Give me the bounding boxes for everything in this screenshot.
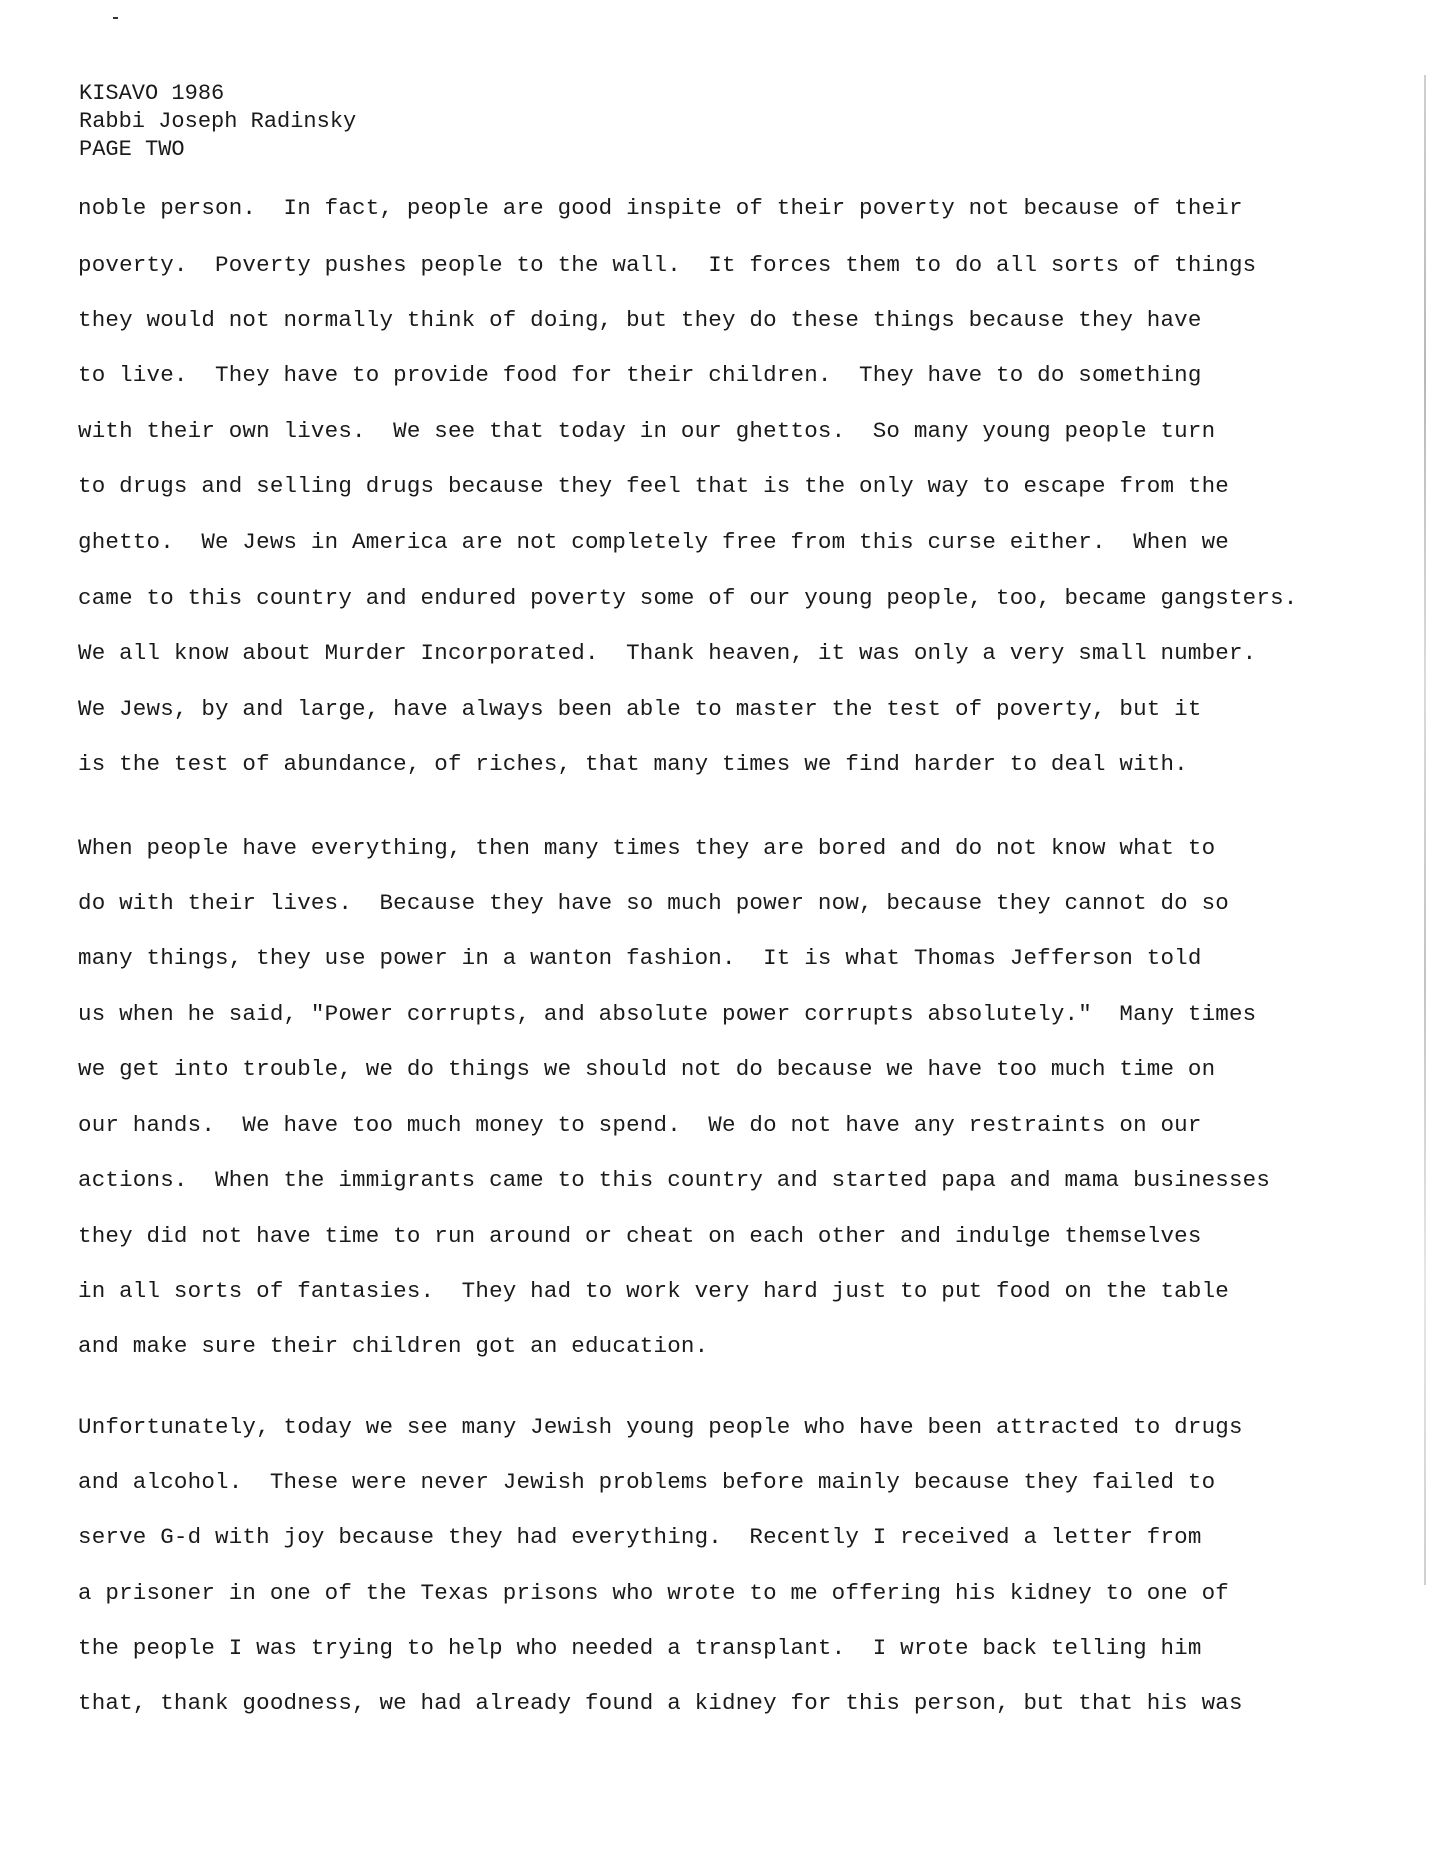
text-line: many things, they use power in a wanton fashion. It is what Thomas Jefferson told xyxy=(78,945,1202,971)
text-line: a prisoner in one of the Texas prisons who wrote to me offering his kidney to one of xyxy=(78,1580,1229,1606)
text-line: and make sure their children got an education. xyxy=(78,1333,709,1359)
scan-edge-line xyxy=(1424,75,1426,1585)
text-line: to drugs and selling drugs because they feel that is the only way to escape from the xyxy=(78,473,1229,499)
text-line: noble person. In fact, people are good inspite of their poverty not because of their xyxy=(78,195,1243,221)
text-line: is the test of abundance, of riches, that many times we find harder to deal with. xyxy=(78,751,1188,777)
text-line: us when he said, "Power corrupts, and absolute power corrupts absolutely." Many times xyxy=(78,1001,1257,1027)
text-line: actions. When the immigrants came to this country and started papa and mama businesses xyxy=(78,1167,1271,1193)
text-line: in all sorts of fantasies. They had to work very hard just to put food on the table xyxy=(78,1278,1229,1304)
text-line: do with their lives. Because they have so much power now, because they cannot do so xyxy=(78,890,1229,916)
text-line: We Jews, by and large, have always been able to master the test of poverty, but it xyxy=(78,696,1202,722)
header-title: KISAVO 1986 xyxy=(79,81,225,106)
text-line: our hands. We have too much money to spend. We do not have any restraints on our xyxy=(78,1112,1202,1138)
text-line: they would not normally think of doing, but they do these things because they have xyxy=(78,307,1202,333)
text-line: we get into trouble, we do things we should not do because we have too much time on xyxy=(78,1056,1216,1082)
text-line: to live. They have to provide food for their children. They have to do something xyxy=(78,362,1202,388)
text-line: ghetto. We Jews in America are not completely free from this curse either. When we xyxy=(78,529,1229,555)
text-line: poverty. Poverty pushes people to the wall. It forces them to do all sorts of things xyxy=(78,252,1257,278)
stray-mark xyxy=(113,17,118,19)
text-line: with their own lives. We see that today in our ghettos. So many young people turn xyxy=(78,418,1216,444)
text-line: that, thank goodness, we had already found a kidney for this person, but that his was xyxy=(78,1690,1243,1716)
text-line: came to this country and endured poverty some of our young people, too, became gangsters. xyxy=(78,585,1298,611)
header-author: Rabbi Joseph Radinsky xyxy=(79,109,357,134)
text-line: Unfortunately, today we see many Jewish young people who have been attracted to drugs xyxy=(78,1414,1243,1440)
text-line: and alcohol. These were never Jewish problems before mainly because they failed to xyxy=(78,1469,1216,1495)
text-line: serve G-d with joy because they had everything. Recently I received a letter from xyxy=(78,1524,1202,1550)
text-line: they did not have time to run around or cheat on each other and indulge themselves xyxy=(78,1223,1202,1249)
text-line: When people have everything, then many times they are bored and do not know what to xyxy=(78,835,1216,861)
header-page-number: PAGE TWO xyxy=(79,137,185,162)
text-line: the people I was trying to help who needed a transplant. I wrote back telling him xyxy=(78,1635,1202,1661)
text-line: We all know about Murder Incorporated. Thank heaven, it was only a very small number. xyxy=(78,640,1257,666)
page-header xyxy=(79,80,356,164)
